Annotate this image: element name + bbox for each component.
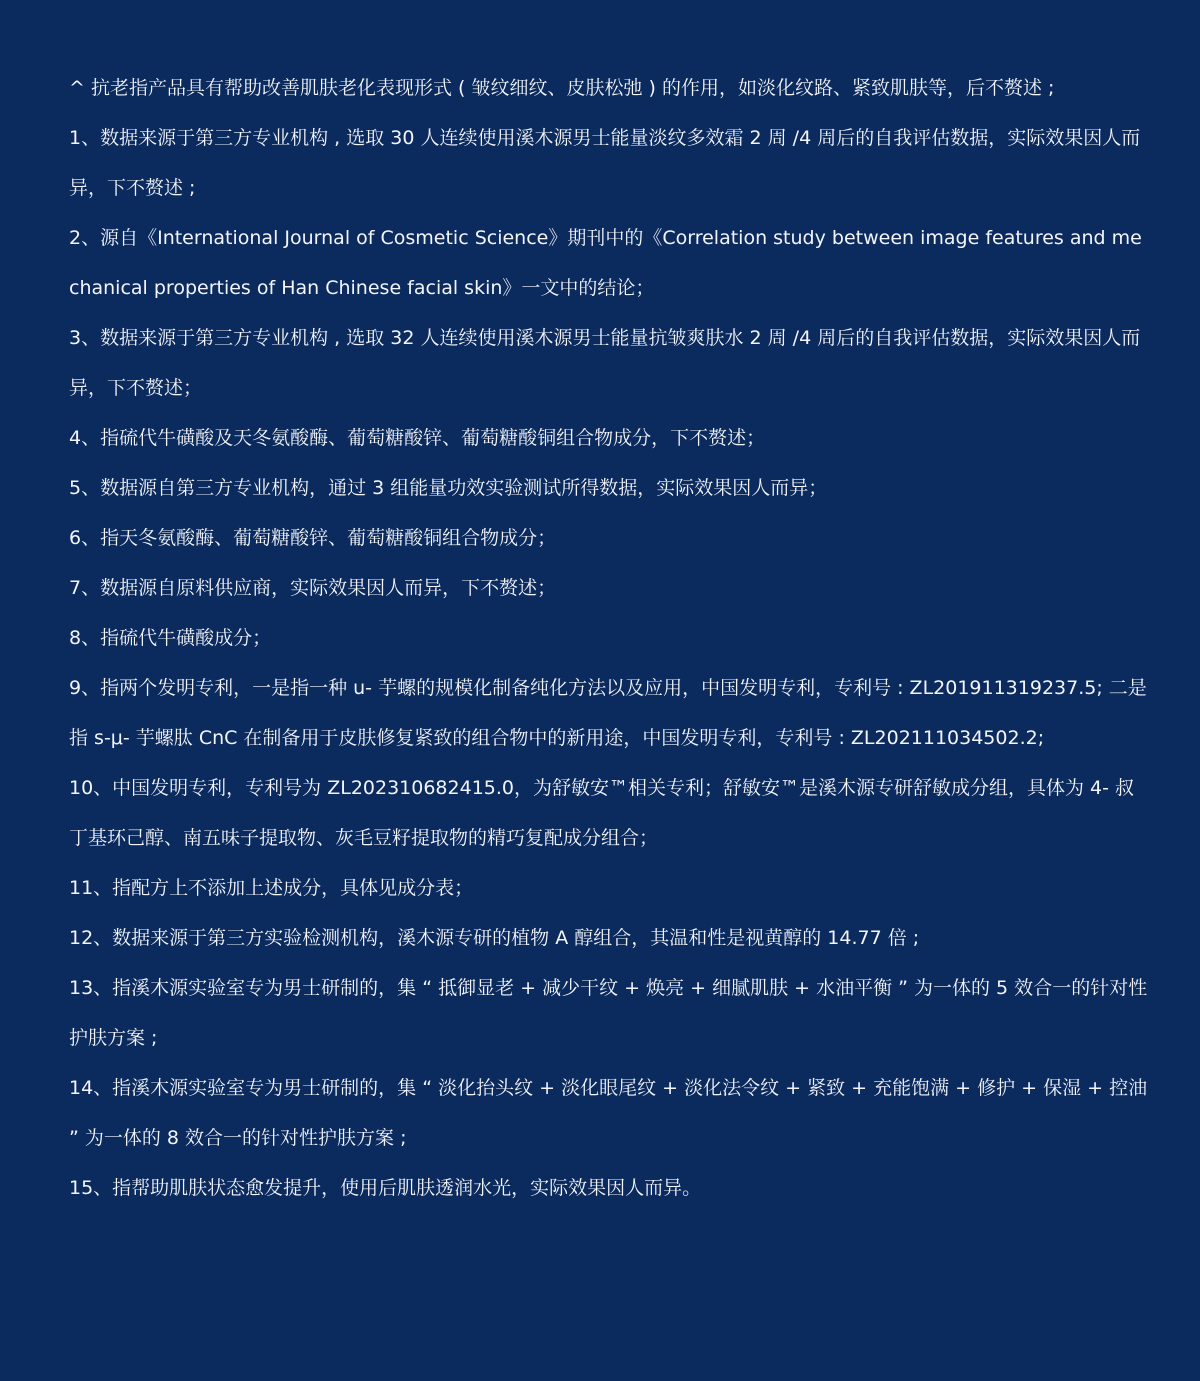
footnote-3: 3、数据来源于第三方专业机构 , 选取 32 人连续使用溪木源男士能量抗皱爽肤水 2 周 /4 周后的自我评估数据，实际效果因人而异，下不赘述； bbox=[69, 327, 1141, 399]
footnote-6: 6、指天冬氨酸酶、葡萄糖酸锌、葡萄糖酸铜组合物成分； bbox=[69, 527, 557, 549]
footnote-11: 11、指配方上不添加上述成分，具体见成分表； bbox=[69, 877, 474, 899]
footnote-9: 9、指两个发明专利，一是指一种 u- 芋螺的规模化制备纯化方法以及应用，中国发明专利，专利号 : ZL201911319237.5; 二是指 s-μ- 芋螺肽 CnC 在制备用于皮肤修复紧致的组合物中的新用途，中国发明专利，专利号 : ZL202111034502.2; bbox=[69, 677, 1147, 749]
footnote-4: 4、指硫代牛磺酸及天冬氨酸酶、葡萄糖酸锌、葡萄糖酸铜组合物成分，下不赘述； bbox=[69, 427, 766, 449]
footnote-10: 10、中国发明专利，专利号为 ZL202310682415.0，为舒敏安™相关专利；舒敏安™是溪木源专研舒敏成分组，具体为 4- 叔丁基环己醇、南五味子提取物、灰毛豆籽提取物的精巧复配成分组合； bbox=[69, 777, 1135, 849]
footnote-intro: ^ 抗老指产品具有帮助改善肌肤老化表现形式 ( 皱纹细纹、皮肤松弛 ) 的作用，如淡化纹路、紧致肌肤等，后不赘述 ; bbox=[69, 77, 1055, 99]
footnote-12: 12、数据来源于第三方实验检测机构，溪木源专研的植物 A 醇组合，其温和性是视黄醇的 14.77 倍 ; bbox=[69, 927, 920, 949]
footnotes-list bbox=[69, 63, 1148, 1213]
footnote-15: 15、指帮助肌肤状态愈发提升，使用后肌肤透润水光，实际效果因人而异。 bbox=[69, 1177, 702, 1199]
footnote-1: 1、数据来源于第三方专业机构 , 选取 30 人连续使用溪木源男士能量淡纹多效霜 2 周 /4 周后的自我评估数据，实际效果因人而异，下不赘述 ; bbox=[69, 127, 1141, 199]
footnote-8: 8、指硫代牛磺酸成分； bbox=[69, 627, 272, 649]
footnote-5: 5、数据源自第三方专业机构，通过 3 组能量功效实验测试所得数据，实际效果因人而异； bbox=[69, 477, 828, 499]
footnote-2: 2、源自《International Journal of Cosmetic Science》期刊中的《Correlation study between image features and mechanical properties of Han Chinese facial skin》一文中的结论； bbox=[69, 227, 1142, 299]
footnote-13: 13、指溪木源实验室专为男士研制的，集 “ 抵御显老 + 减少干纹 + 焕亮 + 细腻肌肤 + 水油平衡 ” 为一体的 5 效合一的针对性护肤方案 ; bbox=[69, 977, 1148, 1049]
footnote-14: 14、指溪木源实验室专为男士研制的，集 “ 淡化抬头纹 + 淡化眼尾纹 + 淡化法令纹 + 紧致 + 充能饱满 + 修护 + 保湿 + 控油 ” 为一体的 8 效合一的针对性护肤方案 ; bbox=[69, 1077, 1148, 1149]
footnote-7: 7、数据源自原料供应商，实际效果因人而异，下不赘述； bbox=[69, 577, 557, 599]
